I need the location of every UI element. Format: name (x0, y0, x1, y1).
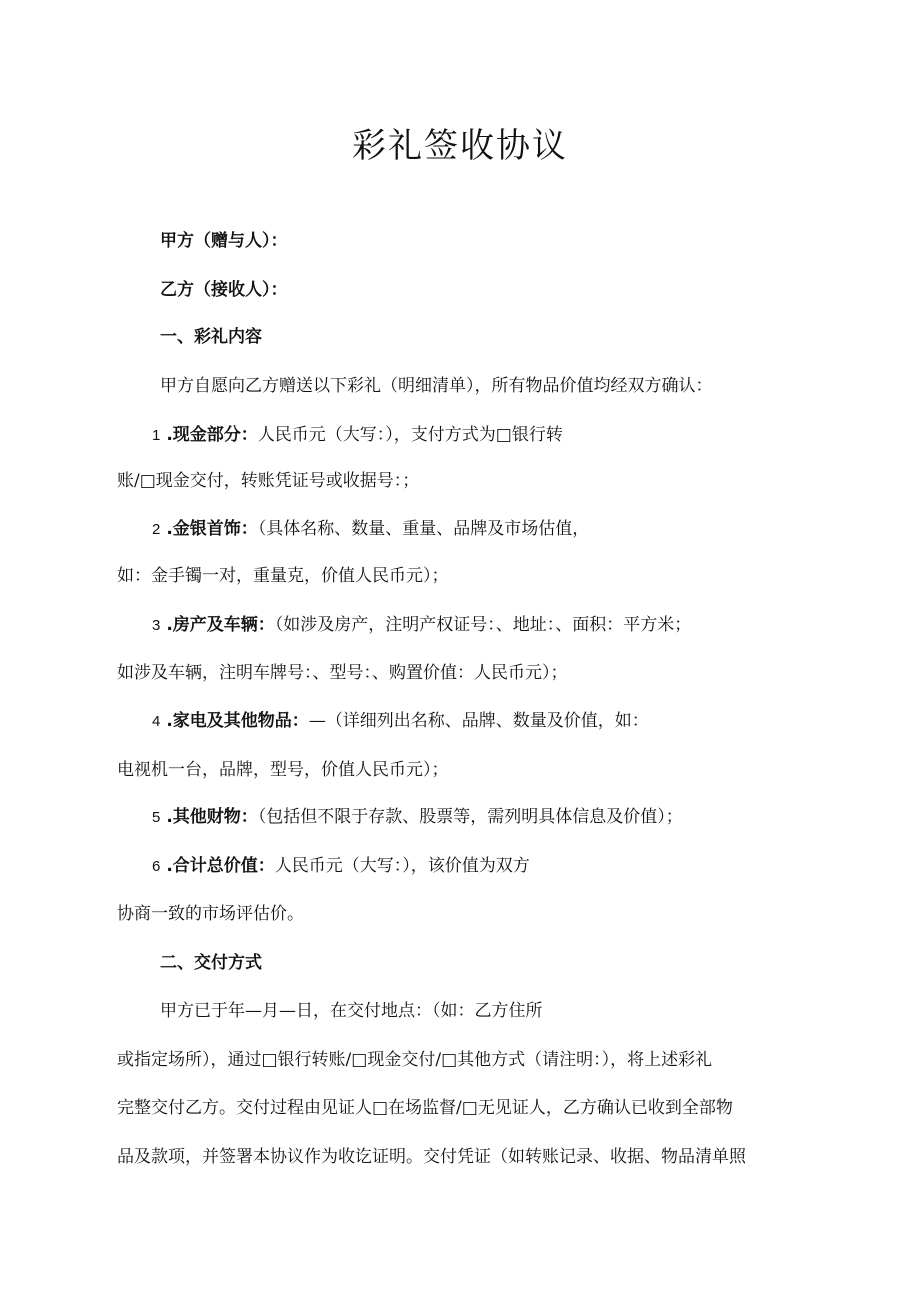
list-item (152, 707, 649, 736)
list-item (152, 611, 691, 640)
paragraph-line: 完整交付乙方。交付过程由见证人□在场监督/□无见证人，乙方确认已收到全部物 (117, 1098, 733, 1118)
item-number: 6 (152, 858, 161, 875)
document-title: 彩礼签收协议 (352, 126, 568, 166)
item-continuation: 如涉及车辆，注明车牌号：、型号：、购置价值：人民币元）； (117, 663, 568, 683)
item-number: 5 (152, 809, 161, 826)
item-number: 4 (152, 713, 161, 730)
item-label: .房产及车辆： (166, 615, 275, 635)
party-b-label: 乙方（接收人）： (160, 280, 288, 300)
section2-heading: 二、交付方式 (160, 953, 262, 973)
item-label: .现金部分： (166, 425, 258, 445)
item-text: 人民币元（大写：），支付方式为□银行转 (257, 425, 563, 445)
list-item (152, 852, 530, 881)
list-item (152, 803, 683, 832)
item-continuation: 电视机一台，品牌，型号，价值人民币元）； (117, 760, 449, 780)
item-label: .合计总价值： (166, 856, 275, 876)
party-a-label: 甲方（赠与人）： (160, 231, 288, 251)
item-label: .家电及其他物品： (166, 711, 309, 731)
item-number: 1 (152, 427, 161, 444)
item-label: .金银首饰： (166, 519, 258, 539)
item-number: 2 (152, 521, 161, 538)
list-item (152, 421, 563, 450)
item-continuation: 账/□现金交付，转账凭证号或收据号：； (117, 471, 420, 491)
item-text: （具体名称、数量、重量、品牌及市场估值， (257, 519, 590, 539)
item-text: （包括但不限于存款、股票等，需列明具体信息及价值）； (257, 807, 683, 827)
item-label: .其他财物： (166, 807, 258, 827)
item-text: （如涉及房产，注明产权证号：、地址：、面积：平方米； (274, 615, 692, 635)
item-text: —（详细列出名称、品牌、数量及价值，如： (308, 711, 649, 731)
list-item (152, 515, 589, 544)
section1-intro: 甲方自愿向乙方赠送以下彩礼（明细清单），所有物品价值均经双方确认： (160, 376, 713, 396)
section1-heading: 一、彩礼内容 (160, 327, 262, 347)
item-continuation: 协商一致的市场评估价。 (117, 904, 304, 924)
item-number: 3 (152, 617, 161, 634)
paragraph-line: 品及款项，并签署本协议作为收讫证明。交付凭证（如转账记录、收据、物品清单照 (117, 1147, 746, 1167)
paragraph-line: 或指定场所），通过□银行转账/□现金交付/□其他方式（请注明：），将上述彩礼 (117, 1050, 713, 1070)
item-continuation: 如：金手镯一对，重量克，价值人民币元）； (117, 566, 449, 586)
paragraph-line: 甲方已于年—月—日，在交付地点：（如：乙方住所 (160, 1001, 543, 1021)
item-text: 人民币元（大写：），该价值为双方 (274, 856, 530, 876)
